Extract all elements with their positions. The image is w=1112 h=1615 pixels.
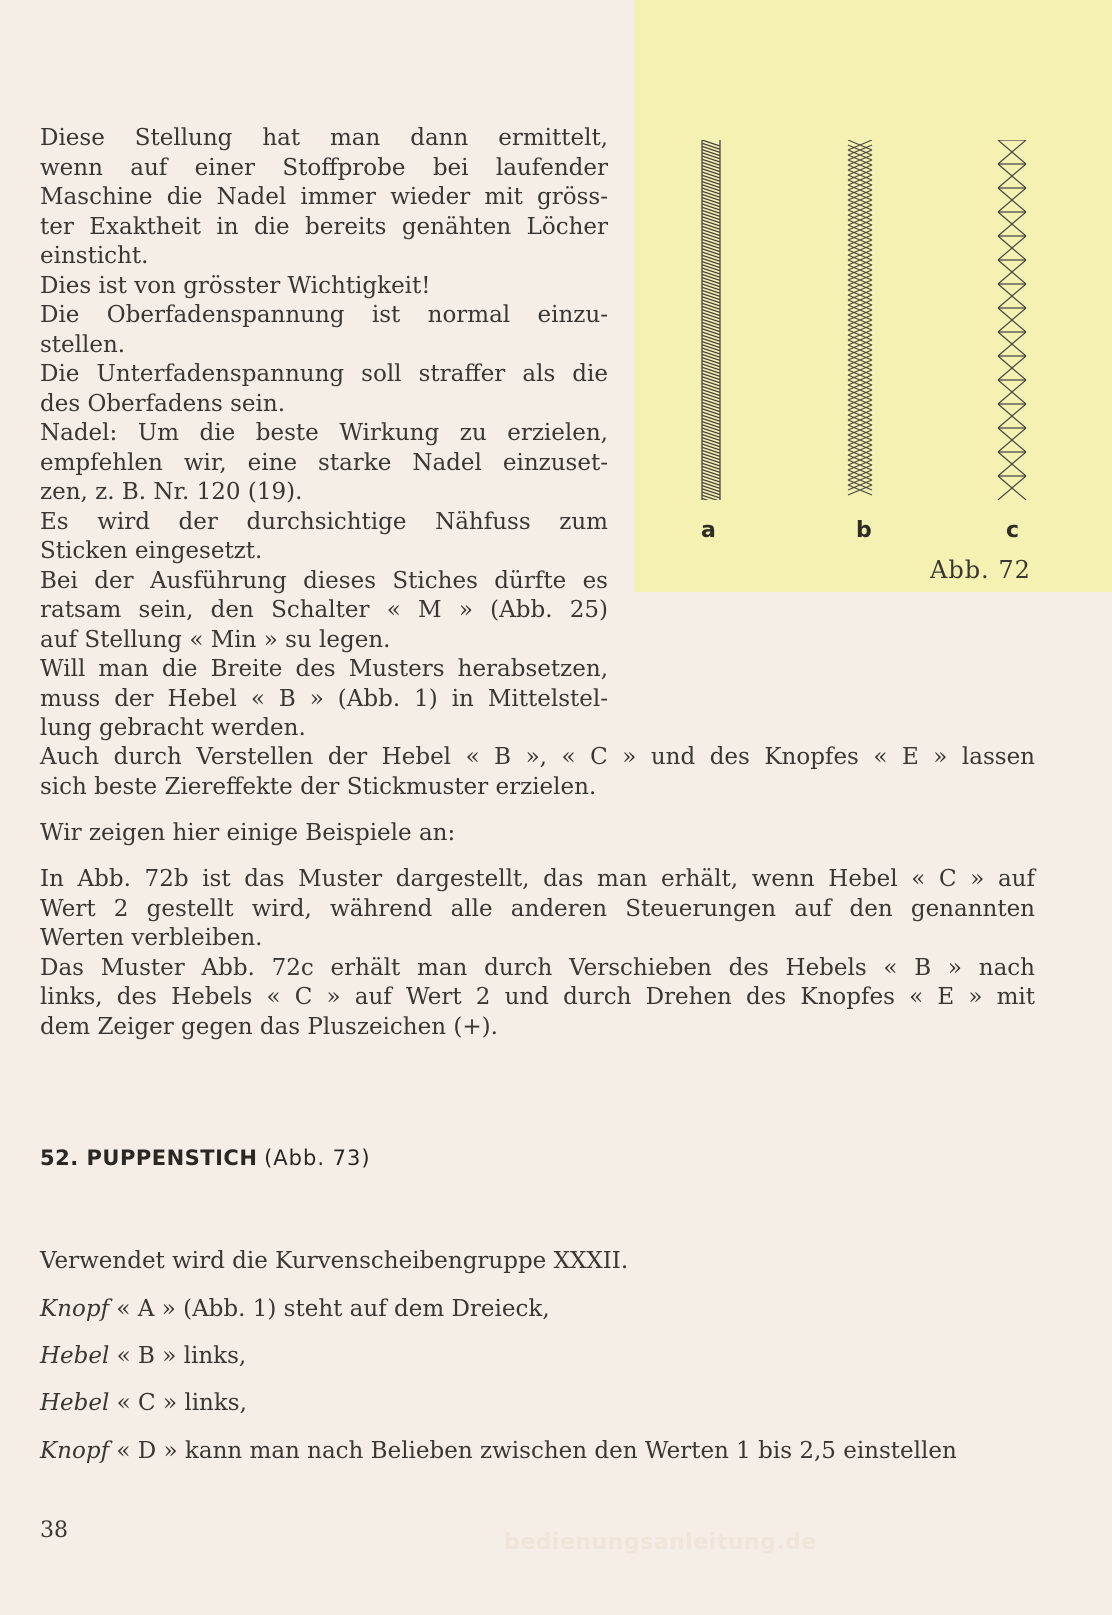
text-line: Wir zeigen hier einige Beispiele an: bbox=[40, 820, 456, 846]
stitch-line bbox=[702, 278, 720, 284]
intro-paragraph bbox=[40, 124, 608, 744]
text-line: muss der Hebel « B » (Abb. 1) in Mittelstel- bbox=[40, 685, 608, 712]
stitch-line bbox=[702, 274, 720, 280]
stitch-line bbox=[702, 319, 720, 325]
stitch-line bbox=[702, 182, 720, 188]
setting-text: « B » links, bbox=[109, 1343, 247, 1369]
stitch-line bbox=[702, 338, 720, 344]
stitch-line bbox=[702, 246, 720, 252]
stitch-sample-b bbox=[842, 140, 878, 500]
stitch-line bbox=[702, 313, 720, 319]
stitch-line bbox=[702, 412, 720, 418]
stitch-line bbox=[702, 220, 720, 226]
stitch-line bbox=[702, 460, 720, 466]
text-line: Sticken eingesetzt. bbox=[40, 538, 263, 564]
stitch-line bbox=[702, 441, 720, 447]
text-line: Nadel: Um die beste Wirkung zu erzielen, bbox=[40, 420, 608, 446]
stitch-line bbox=[702, 172, 720, 178]
stitch-line bbox=[702, 236, 720, 242]
text-line: auf Stellung « Min » su legen. bbox=[40, 626, 391, 653]
stitch-line bbox=[702, 444, 720, 450]
stitch-line bbox=[702, 409, 720, 415]
text-line: Maschine die Nadel immer wieder mit gröss- bbox=[40, 184, 608, 210]
stitch-line bbox=[702, 335, 720, 341]
stitch-line bbox=[702, 166, 720, 172]
stitch-line bbox=[702, 457, 720, 463]
text-line: Dies ist von grösster Wichtigkeit! bbox=[40, 272, 431, 299]
stitch-line bbox=[702, 326, 720, 332]
stitch-line bbox=[702, 223, 720, 229]
stitch-line bbox=[702, 322, 720, 328]
stitch-line bbox=[702, 406, 720, 412]
stitch-line bbox=[702, 306, 720, 312]
stitch-line bbox=[702, 290, 720, 296]
stitch-line bbox=[702, 329, 720, 335]
stitch-line bbox=[702, 466, 720, 472]
stitch-line bbox=[702, 204, 720, 210]
stitch-line bbox=[702, 159, 720, 165]
stitch-line bbox=[702, 230, 720, 236]
stitch-line bbox=[702, 473, 720, 479]
text-line: ter Exaktheit in die bereits genähten Löcher bbox=[40, 213, 608, 240]
page-number: 38 bbox=[40, 1518, 68, 1543]
stitch-line bbox=[702, 252, 720, 258]
setting-term: Hebel bbox=[40, 1390, 110, 1416]
stitch-line bbox=[702, 162, 720, 168]
stitch-line bbox=[702, 207, 720, 213]
stitch-sample-a bbox=[700, 140, 722, 500]
stitch-line bbox=[702, 431, 720, 437]
setting-term: Knopf bbox=[40, 1296, 110, 1322]
text-line: empfehlen wir, eine starke Nadel einzuset- bbox=[40, 449, 608, 476]
stitch-line bbox=[702, 150, 720, 156]
text-line: Diese Stellung hat man dann ermittelt, bbox=[40, 125, 608, 151]
figure-caption: Abb. 72 bbox=[930, 556, 1031, 584]
figure-label-a: a bbox=[701, 518, 716, 543]
stitch-line bbox=[702, 265, 720, 271]
text-line: stellen. bbox=[40, 331, 126, 358]
text-line: Werten verbleiben. bbox=[40, 925, 263, 951]
stitch-line bbox=[702, 178, 720, 184]
text-line: ratsam sein, den Schalter « M » (Abb. 25) bbox=[40, 597, 608, 623]
stitch-line bbox=[702, 438, 720, 444]
stitch-line bbox=[702, 418, 720, 424]
text-line: des Oberfadens sein. bbox=[40, 390, 286, 417]
text-line: wenn auf einer Stoffprobe bei laufender bbox=[40, 154, 608, 181]
stitch-line bbox=[702, 146, 720, 152]
stitch-line bbox=[702, 153, 720, 159]
stitch-line bbox=[702, 470, 720, 476]
text-line: dem Zeiger gegen das Pluszeichen (+). bbox=[40, 1013, 498, 1040]
stitch-line bbox=[702, 185, 720, 191]
stitch-line bbox=[702, 434, 720, 440]
stitch-line bbox=[702, 281, 720, 287]
stitch-line bbox=[702, 402, 720, 408]
stitch-line bbox=[702, 361, 720, 367]
text-line: einsticht. bbox=[40, 243, 149, 269]
stitch-line bbox=[702, 425, 720, 431]
stitch-line bbox=[702, 217, 720, 223]
stitch-line bbox=[702, 489, 720, 495]
stitch-line bbox=[702, 233, 720, 239]
watermark: bedienungsanleitung.de bbox=[504, 1530, 817, 1555]
section-figure-ref: (Abb. 73) bbox=[264, 1146, 371, 1170]
stitch-sample-c bbox=[992, 140, 1032, 500]
stitch-line bbox=[702, 422, 720, 428]
figure-label-c: c bbox=[1006, 518, 1020, 543]
stitch-line bbox=[702, 316, 720, 322]
continuation-paragraph bbox=[40, 743, 1035, 802]
text-line: Die Unterfadenspannung soll straffer als die bbox=[40, 361, 608, 387]
stitch-line bbox=[702, 399, 720, 405]
stitch-line bbox=[702, 214, 720, 220]
stitch-line bbox=[702, 390, 720, 396]
stitch-line bbox=[702, 463, 720, 469]
examples-intro bbox=[40, 819, 1035, 849]
figure-label-b: b bbox=[856, 518, 872, 543]
stitch-line bbox=[702, 367, 720, 373]
stitch-line bbox=[702, 342, 720, 348]
stitch-line bbox=[702, 383, 720, 389]
stitch-line bbox=[702, 140, 720, 146]
stitch-line bbox=[702, 284, 720, 290]
stitch-line bbox=[702, 262, 720, 268]
setting-line bbox=[40, 1296, 550, 1322]
stitch-line bbox=[702, 300, 720, 306]
section-title: 52. PUPPENSTICH bbox=[40, 1146, 258, 1170]
stitch-line bbox=[702, 249, 720, 255]
stitch-line bbox=[702, 364, 720, 370]
stitch-line bbox=[702, 255, 720, 261]
stitch-line bbox=[702, 143, 720, 149]
text-line: Die Oberfadenspannung ist normal einzu- bbox=[40, 302, 608, 328]
stitch-line bbox=[702, 258, 720, 264]
stitch-line bbox=[702, 447, 720, 453]
setting-line bbox=[40, 1343, 246, 1369]
text-line: sich beste Ziereffekte der Stickmuster erzielen. bbox=[40, 773, 597, 800]
stitch-line bbox=[702, 454, 720, 460]
text-line: In Abb. 72b ist das Muster dargestellt, das man erhält, wenn Hebel « C » auf bbox=[40, 866, 1035, 892]
stitch-line bbox=[702, 380, 720, 386]
stitch-line bbox=[702, 476, 720, 482]
section-heading bbox=[40, 1146, 371, 1170]
stitch-line bbox=[702, 297, 720, 303]
stitch-line bbox=[702, 188, 720, 194]
stitch-line bbox=[702, 450, 720, 456]
setting-text: « C » links, bbox=[109, 1390, 247, 1416]
stitch-line bbox=[702, 479, 720, 485]
stitch-line bbox=[702, 287, 720, 293]
stitch-line bbox=[702, 156, 720, 162]
stitch-line bbox=[702, 310, 720, 316]
stitch-line bbox=[702, 226, 720, 232]
examples-paragraph bbox=[40, 865, 1035, 1042]
text-line: lung gebracht werden. bbox=[40, 715, 306, 741]
stitch-line bbox=[702, 201, 720, 207]
stitch-line bbox=[702, 303, 720, 309]
stitch-line bbox=[702, 332, 720, 338]
setting-text: « A » (Abb. 1) steht auf dem Dreieck, bbox=[109, 1296, 550, 1322]
stitch-line bbox=[702, 377, 720, 383]
stitch-line bbox=[702, 191, 720, 197]
stitch-line bbox=[702, 294, 720, 300]
stitch-line bbox=[702, 239, 720, 245]
stitch-line bbox=[702, 175, 720, 181]
stitch-line bbox=[702, 486, 720, 492]
text-line: Das Muster Abb. 72c erhält man durch Verschieben des Hebels « B » nach bbox=[40, 954, 1035, 981]
stitch-line bbox=[702, 370, 720, 376]
text-line: Auch durch Verstellen der Hebel « B », « C » und des Knopfes « E » lassen bbox=[40, 744, 1035, 770]
stitch-line bbox=[702, 169, 720, 175]
stitch-line bbox=[702, 198, 720, 204]
setting-term: Hebel bbox=[40, 1343, 110, 1369]
setting-text: « D » kann man nach Belieben zwischen den Werten 1 bis 2,5 einstellen bbox=[109, 1438, 957, 1464]
stitch-line bbox=[702, 374, 720, 380]
stitch-line bbox=[702, 482, 720, 488]
text-line: Es wird der durchsichtige Nähfuss zum bbox=[40, 508, 608, 535]
stitch-line bbox=[702, 428, 720, 434]
stitch-line bbox=[702, 386, 720, 392]
setting-term: Knopf bbox=[40, 1438, 110, 1464]
setting-line bbox=[40, 1390, 247, 1416]
stitch-line bbox=[702, 351, 720, 357]
stitch-line bbox=[702, 415, 720, 421]
stitch-line bbox=[702, 268, 720, 274]
stitch-line bbox=[702, 396, 720, 402]
text-line: links, des Hebels « C » auf Wert 2 und durch Drehen des Knopfes « E » mit bbox=[40, 984, 1035, 1010]
stitch-line bbox=[702, 354, 720, 360]
stitch-line bbox=[702, 194, 720, 200]
stitch-line bbox=[702, 358, 720, 364]
text-line: zen, z. B. Nr. 120 (19). bbox=[40, 479, 303, 505]
text-line: Bei der Ausführung dieses Stiches dürfte es bbox=[40, 567, 608, 594]
stitch-line bbox=[702, 348, 720, 354]
stitch-line bbox=[702, 271, 720, 277]
stitch-line bbox=[702, 492, 720, 498]
setting-line bbox=[40, 1438, 957, 1464]
text-line: Wert 2 gestellt wird, während alle anderen Steuerungen auf den genannten bbox=[40, 895, 1035, 922]
stitch-line bbox=[702, 345, 720, 351]
stitch-line bbox=[702, 210, 720, 216]
stitch-line bbox=[702, 242, 720, 248]
text-line: Will man die Breite des Musters herabsetzen, bbox=[40, 656, 608, 682]
stitch-line bbox=[702, 393, 720, 399]
settings-intro: Verwendet wird die Kurvenscheibengruppe XXXII. bbox=[40, 1248, 629, 1274]
